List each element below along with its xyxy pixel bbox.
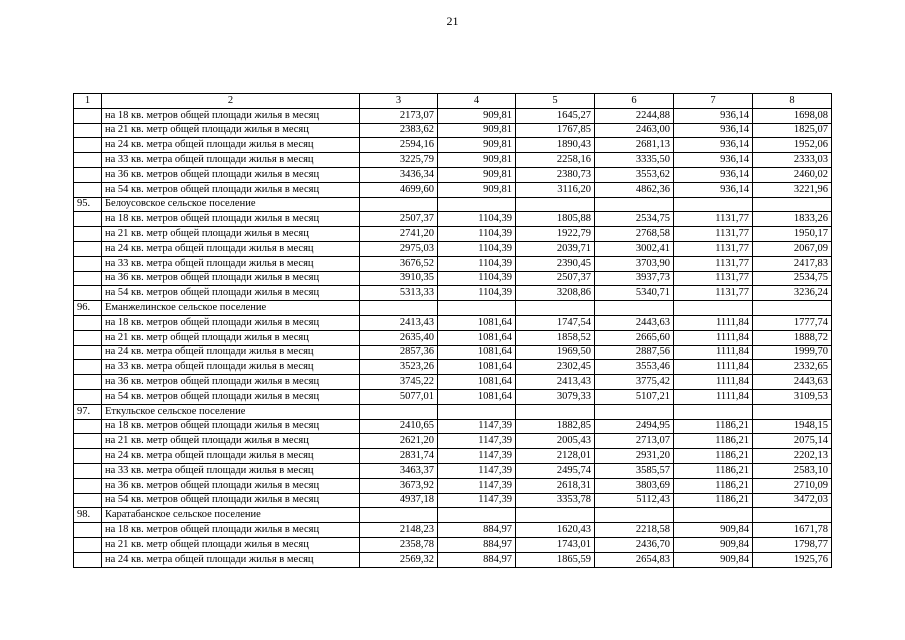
value-cell: 2831,74 bbox=[360, 449, 438, 464]
row-label: на 21 кв. метр общей площади жилья в месяц bbox=[102, 537, 360, 552]
row-number-cell bbox=[74, 552, 102, 567]
value-cell: 1882,85 bbox=[516, 419, 595, 434]
row-number-cell bbox=[74, 182, 102, 197]
row-number-cell bbox=[74, 360, 102, 375]
row-label: на 24 кв. метра общей площади жилья в месяц bbox=[102, 552, 360, 567]
value-cell: 5077,01 bbox=[360, 389, 438, 404]
row-number-cell bbox=[74, 241, 102, 256]
value-cell: 2333,03 bbox=[753, 153, 832, 168]
table-row bbox=[74, 375, 832, 390]
value-cell: 5112,43 bbox=[595, 493, 674, 508]
value-cell: 2202,13 bbox=[753, 449, 832, 464]
row-label: на 36 кв. метров общей площади жилья в месяц bbox=[102, 375, 360, 390]
value-cell: 1111,84 bbox=[674, 389, 753, 404]
table-row bbox=[74, 330, 832, 345]
value-cell: 3775,42 bbox=[595, 375, 674, 390]
empty-cell bbox=[595, 197, 674, 212]
table-row bbox=[74, 493, 832, 508]
value-cell: 4937,18 bbox=[360, 493, 438, 508]
value-cell: 909,81 bbox=[438, 108, 516, 123]
value-cell: 2507,37 bbox=[360, 212, 438, 227]
value-cell: 1147,39 bbox=[438, 463, 516, 478]
value-cell: 3109,53 bbox=[753, 389, 832, 404]
value-cell: 1743,01 bbox=[516, 537, 595, 552]
value-cell: 2713,07 bbox=[595, 434, 674, 449]
table-header-row bbox=[74, 94, 832, 109]
value-cell: 909,84 bbox=[674, 537, 753, 552]
value-cell: 1805,88 bbox=[516, 212, 595, 227]
table-row bbox=[74, 271, 832, 286]
header-cell: 6 bbox=[595, 94, 674, 109]
value-cell: 1081,64 bbox=[438, 330, 516, 345]
value-cell: 1111,84 bbox=[674, 330, 753, 345]
row-label: на 33 кв. метра общей площади жилья в месяц bbox=[102, 256, 360, 271]
value-cell: 2460,02 bbox=[753, 167, 832, 182]
value-cell: 2443,63 bbox=[753, 375, 832, 390]
value-cell: 2332,65 bbox=[753, 360, 832, 375]
value-cell: 2413,43 bbox=[516, 375, 595, 390]
table-body bbox=[74, 94, 832, 568]
value-cell: 3553,62 bbox=[595, 167, 674, 182]
table-row bbox=[74, 419, 832, 434]
value-cell: 1186,21 bbox=[674, 493, 753, 508]
value-cell: 3585,57 bbox=[595, 463, 674, 478]
value-cell: 1777,74 bbox=[753, 315, 832, 330]
value-cell: 3676,52 bbox=[360, 256, 438, 271]
row-number-cell bbox=[74, 138, 102, 153]
settlement-name: Белоусовское сельское поселение bbox=[102, 197, 360, 212]
header-cell: 3 bbox=[360, 94, 438, 109]
value-cell: 2635,40 bbox=[360, 330, 438, 345]
table-row bbox=[74, 389, 832, 404]
table-row bbox=[74, 182, 832, 197]
empty-cell bbox=[516, 404, 595, 419]
header-cell: 4 bbox=[438, 94, 516, 109]
value-cell: 909,81 bbox=[438, 123, 516, 138]
table-row bbox=[74, 315, 832, 330]
row-label: на 54 кв. метров общей площади жилья в месяц bbox=[102, 493, 360, 508]
value-cell: 2494,95 bbox=[595, 419, 674, 434]
value-cell: 1111,84 bbox=[674, 345, 753, 360]
row-label: на 36 кв. метров общей площади жилья в месяц bbox=[102, 478, 360, 493]
value-cell: 2975,03 bbox=[360, 241, 438, 256]
settlement-number: 95. bbox=[74, 197, 102, 212]
value-cell: 1620,43 bbox=[516, 523, 595, 538]
value-cell: 3472,03 bbox=[753, 493, 832, 508]
value-cell: 1865,59 bbox=[516, 552, 595, 567]
empty-cell bbox=[516, 508, 595, 523]
table-row bbox=[74, 241, 832, 256]
value-cell: 2710,09 bbox=[753, 478, 832, 493]
row-label: на 54 кв. метров общей площади жилья в месяц bbox=[102, 389, 360, 404]
header-cell: 8 bbox=[753, 94, 832, 109]
empty-cell bbox=[674, 197, 753, 212]
value-cell: 3236,24 bbox=[753, 286, 832, 301]
table-row bbox=[74, 360, 832, 375]
value-cell: 1104,39 bbox=[438, 271, 516, 286]
value-cell: 1104,39 bbox=[438, 241, 516, 256]
empty-cell bbox=[753, 197, 832, 212]
tariff-table bbox=[73, 93, 832, 568]
table-row bbox=[74, 167, 832, 182]
value-cell: 2681,13 bbox=[595, 138, 674, 153]
value-cell: 2358,78 bbox=[360, 537, 438, 552]
value-cell: 1645,27 bbox=[516, 108, 595, 123]
table-row bbox=[74, 153, 832, 168]
value-cell: 3745,22 bbox=[360, 375, 438, 390]
row-label: на 54 кв. метров общей площади жилья в месяц bbox=[102, 182, 360, 197]
table-row bbox=[74, 138, 832, 153]
row-label: на 18 кв. метров общей площади жилья в месяц bbox=[102, 419, 360, 434]
row-label: на 18 кв. метров общей площади жилья в месяц bbox=[102, 212, 360, 227]
value-cell: 1999,70 bbox=[753, 345, 832, 360]
table-row bbox=[74, 537, 832, 552]
value-cell: 2417,83 bbox=[753, 256, 832, 271]
value-cell: 1890,43 bbox=[516, 138, 595, 153]
row-label: на 33 кв. метра общей площади жилья в месяц bbox=[102, 463, 360, 478]
value-cell: 3523,26 bbox=[360, 360, 438, 375]
value-cell: 3353,78 bbox=[516, 493, 595, 508]
row-label: на 18 кв. метров общей площади жилья в месяц bbox=[102, 315, 360, 330]
row-label: на 21 кв. метр общей площади жилья в месяц bbox=[102, 330, 360, 345]
value-cell: 4699,60 bbox=[360, 182, 438, 197]
value-cell: 1131,77 bbox=[674, 256, 753, 271]
value-cell: 2128,01 bbox=[516, 449, 595, 464]
value-cell: 2067,09 bbox=[753, 241, 832, 256]
header-cell: 2 bbox=[102, 94, 360, 109]
settlement-number: 96. bbox=[74, 301, 102, 316]
value-cell: 1833,26 bbox=[753, 212, 832, 227]
value-cell: 2443,63 bbox=[595, 315, 674, 330]
row-number-cell bbox=[74, 434, 102, 449]
empty-cell bbox=[753, 301, 832, 316]
row-number-cell bbox=[74, 167, 102, 182]
value-cell: 3436,34 bbox=[360, 167, 438, 182]
value-cell: 1081,64 bbox=[438, 315, 516, 330]
row-label: на 33 кв. метра общей площади жилья в месяц bbox=[102, 360, 360, 375]
row-number-cell bbox=[74, 123, 102, 138]
value-cell: 1186,21 bbox=[674, 449, 753, 464]
value-cell: 909,84 bbox=[674, 523, 753, 538]
value-cell: 1969,50 bbox=[516, 345, 595, 360]
value-cell: 2583,10 bbox=[753, 463, 832, 478]
value-cell: 2463,00 bbox=[595, 123, 674, 138]
table-row bbox=[74, 552, 832, 567]
value-cell: 1081,64 bbox=[438, 375, 516, 390]
value-cell: 3208,86 bbox=[516, 286, 595, 301]
row-number-cell bbox=[74, 463, 102, 478]
empty-cell bbox=[516, 197, 595, 212]
row-number-cell bbox=[74, 375, 102, 390]
value-cell: 1104,39 bbox=[438, 227, 516, 242]
settlement-number: 98. bbox=[74, 508, 102, 523]
value-cell: 909,81 bbox=[438, 138, 516, 153]
row-label: на 54 кв. метров общей площади жилья в месяц bbox=[102, 286, 360, 301]
value-cell: 1147,39 bbox=[438, 449, 516, 464]
value-cell: 1131,77 bbox=[674, 271, 753, 286]
row-number-cell bbox=[74, 212, 102, 227]
empty-cell bbox=[674, 404, 753, 419]
value-cell: 2244,88 bbox=[595, 108, 674, 123]
row-number-cell bbox=[74, 286, 102, 301]
row-number-cell bbox=[74, 108, 102, 123]
value-cell: 3116,20 bbox=[516, 182, 595, 197]
value-cell: 1798,77 bbox=[753, 537, 832, 552]
row-label: на 33 кв. метра общей площади жилья в месяц bbox=[102, 153, 360, 168]
value-cell: 1767,85 bbox=[516, 123, 595, 138]
value-cell: 3910,35 bbox=[360, 271, 438, 286]
value-cell: 2148,23 bbox=[360, 523, 438, 538]
row-number-cell bbox=[74, 493, 102, 508]
value-cell: 2887,56 bbox=[595, 345, 674, 360]
value-cell: 1950,17 bbox=[753, 227, 832, 242]
value-cell: 909,81 bbox=[438, 182, 516, 197]
value-cell: 1147,39 bbox=[438, 434, 516, 449]
empty-cell bbox=[753, 404, 832, 419]
value-cell: 1888,72 bbox=[753, 330, 832, 345]
value-cell: 2039,71 bbox=[516, 241, 595, 256]
value-cell: 1948,15 bbox=[753, 419, 832, 434]
value-cell: 3673,92 bbox=[360, 478, 438, 493]
value-cell: 3553,46 bbox=[595, 360, 674, 375]
value-cell: 1131,77 bbox=[674, 241, 753, 256]
row-number-cell bbox=[74, 523, 102, 538]
value-cell: 1698,08 bbox=[753, 108, 832, 123]
table-row bbox=[74, 463, 832, 478]
row-number-cell bbox=[74, 389, 102, 404]
value-cell: 1147,39 bbox=[438, 478, 516, 493]
value-cell: 2173,07 bbox=[360, 108, 438, 123]
value-cell: 2569,32 bbox=[360, 552, 438, 567]
table-row bbox=[74, 123, 832, 138]
empty-cell bbox=[438, 301, 516, 316]
row-number-cell bbox=[74, 315, 102, 330]
value-cell: 936,14 bbox=[674, 153, 753, 168]
row-label: на 21 кв. метр общей площади жилья в месяц bbox=[102, 123, 360, 138]
settlement-row bbox=[74, 404, 832, 419]
value-cell: 2621,20 bbox=[360, 434, 438, 449]
value-cell: 1111,84 bbox=[674, 315, 753, 330]
table-row bbox=[74, 286, 832, 301]
empty-cell bbox=[674, 301, 753, 316]
settlement-row bbox=[74, 301, 832, 316]
value-cell: 1111,84 bbox=[674, 360, 753, 375]
table-row bbox=[74, 108, 832, 123]
row-label: на 18 кв. метров общей площади жилья в месяц bbox=[102, 523, 360, 538]
value-cell: 1186,21 bbox=[674, 419, 753, 434]
row-number-cell bbox=[74, 345, 102, 360]
value-cell: 3463,37 bbox=[360, 463, 438, 478]
table-row bbox=[74, 212, 832, 227]
value-cell: 909,81 bbox=[438, 167, 516, 182]
value-cell: 1131,77 bbox=[674, 286, 753, 301]
value-cell: 1111,84 bbox=[674, 375, 753, 390]
row-number-cell bbox=[74, 153, 102, 168]
row-label: на 24 кв. метра общей площади жилья в месяц bbox=[102, 449, 360, 464]
value-cell: 3803,69 bbox=[595, 478, 674, 493]
value-cell: 884,97 bbox=[438, 537, 516, 552]
value-cell: 2258,16 bbox=[516, 153, 595, 168]
value-cell: 1081,64 bbox=[438, 389, 516, 404]
value-cell: 884,97 bbox=[438, 552, 516, 567]
value-cell: 3937,73 bbox=[595, 271, 674, 286]
value-cell: 2410,65 bbox=[360, 419, 438, 434]
row-number-cell bbox=[74, 419, 102, 434]
value-cell: 2413,43 bbox=[360, 315, 438, 330]
value-cell: 2436,70 bbox=[595, 537, 674, 552]
settlement-row bbox=[74, 197, 832, 212]
value-cell: 1104,39 bbox=[438, 286, 516, 301]
row-label: на 21 кв. метр общей площади жилья в месяц bbox=[102, 227, 360, 242]
empty-cell bbox=[595, 404, 674, 419]
value-cell: 3079,33 bbox=[516, 389, 595, 404]
value-cell: 1131,77 bbox=[674, 227, 753, 242]
value-cell: 2594,16 bbox=[360, 138, 438, 153]
row-label: на 36 кв. метров общей площади жилья в месяц bbox=[102, 271, 360, 286]
value-cell: 2931,20 bbox=[595, 449, 674, 464]
value-cell: 1671,78 bbox=[753, 523, 832, 538]
value-cell: 2618,31 bbox=[516, 478, 595, 493]
value-cell: 909,84 bbox=[674, 552, 753, 567]
header-cell: 1 bbox=[74, 94, 102, 109]
table-row bbox=[74, 256, 832, 271]
settlement-name: Еманжелинское сельское поселение bbox=[102, 301, 360, 316]
value-cell: 3225,79 bbox=[360, 153, 438, 168]
value-cell: 2380,73 bbox=[516, 167, 595, 182]
value-cell: 1081,64 bbox=[438, 345, 516, 360]
value-cell: 2857,36 bbox=[360, 345, 438, 360]
value-cell: 2534,75 bbox=[595, 212, 674, 227]
table-row bbox=[74, 345, 832, 360]
empty-cell bbox=[516, 301, 595, 316]
value-cell: 2495,74 bbox=[516, 463, 595, 478]
empty-cell bbox=[360, 404, 438, 419]
value-cell: 884,97 bbox=[438, 523, 516, 538]
value-cell: 3221,96 bbox=[753, 182, 832, 197]
value-cell: 1186,21 bbox=[674, 434, 753, 449]
empty-cell bbox=[674, 508, 753, 523]
value-cell: 936,14 bbox=[674, 182, 753, 197]
empty-cell bbox=[360, 301, 438, 316]
table-row bbox=[74, 227, 832, 242]
value-cell: 2218,58 bbox=[595, 523, 674, 538]
empty-cell bbox=[438, 404, 516, 419]
value-cell: 3703,90 bbox=[595, 256, 674, 271]
settlement-name: Каратабанское сельское поселение bbox=[102, 508, 360, 523]
page-number: 21 bbox=[446, 14, 459, 28]
value-cell: 2654,83 bbox=[595, 552, 674, 567]
value-cell: 936,14 bbox=[674, 123, 753, 138]
value-cell: 936,14 bbox=[674, 108, 753, 123]
value-cell: 2302,45 bbox=[516, 360, 595, 375]
row-number-cell bbox=[74, 256, 102, 271]
row-number-cell bbox=[74, 227, 102, 242]
value-cell: 3002,41 bbox=[595, 241, 674, 256]
empty-cell bbox=[360, 197, 438, 212]
row-label: на 24 кв. метра общей площади жилья в месяц bbox=[102, 138, 360, 153]
value-cell: 2741,20 bbox=[360, 227, 438, 242]
value-cell: 3335,50 bbox=[595, 153, 674, 168]
row-number-cell bbox=[74, 330, 102, 345]
empty-cell bbox=[360, 508, 438, 523]
row-label: на 24 кв. метра общей площади жилья в месяц bbox=[102, 241, 360, 256]
value-cell: 1081,64 bbox=[438, 360, 516, 375]
row-number-cell bbox=[74, 449, 102, 464]
value-cell: 1186,21 bbox=[674, 463, 753, 478]
value-cell: 2665,60 bbox=[595, 330, 674, 345]
row-label: на 36 кв. метров общей площади жилья в месяц bbox=[102, 167, 360, 182]
value-cell: 936,14 bbox=[674, 167, 753, 182]
value-cell: 5107,21 bbox=[595, 389, 674, 404]
row-number-cell bbox=[74, 478, 102, 493]
value-cell: 2383,62 bbox=[360, 123, 438, 138]
table-row bbox=[74, 523, 832, 538]
value-cell: 1104,39 bbox=[438, 256, 516, 271]
table-row bbox=[74, 478, 832, 493]
value-cell: 5313,33 bbox=[360, 286, 438, 301]
header-cell: 7 bbox=[674, 94, 753, 109]
empty-cell bbox=[438, 508, 516, 523]
header-cell: 5 bbox=[516, 94, 595, 109]
value-cell: 936,14 bbox=[674, 138, 753, 153]
table-row bbox=[74, 449, 832, 464]
value-cell: 2390,45 bbox=[516, 256, 595, 271]
value-cell: 1747,54 bbox=[516, 315, 595, 330]
value-cell: 1825,07 bbox=[753, 123, 832, 138]
value-cell: 1104,39 bbox=[438, 212, 516, 227]
value-cell: 909,81 bbox=[438, 153, 516, 168]
value-cell: 2005,43 bbox=[516, 434, 595, 449]
value-cell: 1952,06 bbox=[753, 138, 832, 153]
value-cell: 2075,14 bbox=[753, 434, 832, 449]
value-cell: 1147,39 bbox=[438, 493, 516, 508]
value-cell: 1925,76 bbox=[753, 552, 832, 567]
value-cell: 1858,52 bbox=[516, 330, 595, 345]
empty-cell bbox=[595, 508, 674, 523]
empty-cell bbox=[753, 508, 832, 523]
value-cell: 1147,39 bbox=[438, 419, 516, 434]
value-cell: 2507,37 bbox=[516, 271, 595, 286]
value-cell: 2768,58 bbox=[595, 227, 674, 242]
row-number-cell bbox=[74, 271, 102, 286]
row-label: на 18 кв. метров общей площади жилья в месяц bbox=[102, 108, 360, 123]
settlement-name: Еткульское сельское поселение bbox=[102, 404, 360, 419]
empty-cell bbox=[438, 197, 516, 212]
value-cell: 1131,77 bbox=[674, 212, 753, 227]
value-cell: 1186,21 bbox=[674, 478, 753, 493]
row-label: на 21 кв. метр общей площади жилья в месяц bbox=[102, 434, 360, 449]
table-row bbox=[74, 434, 832, 449]
value-cell: 2534,75 bbox=[753, 271, 832, 286]
settlement-row bbox=[74, 508, 832, 523]
empty-cell bbox=[595, 301, 674, 316]
row-label: на 24 кв. метра общей площади жилья в месяц bbox=[102, 345, 360, 360]
row-number-cell bbox=[74, 537, 102, 552]
value-cell: 5340,71 bbox=[595, 286, 674, 301]
value-cell: 4862,36 bbox=[595, 182, 674, 197]
settlement-number: 97. bbox=[74, 404, 102, 419]
value-cell: 1922,79 bbox=[516, 227, 595, 242]
